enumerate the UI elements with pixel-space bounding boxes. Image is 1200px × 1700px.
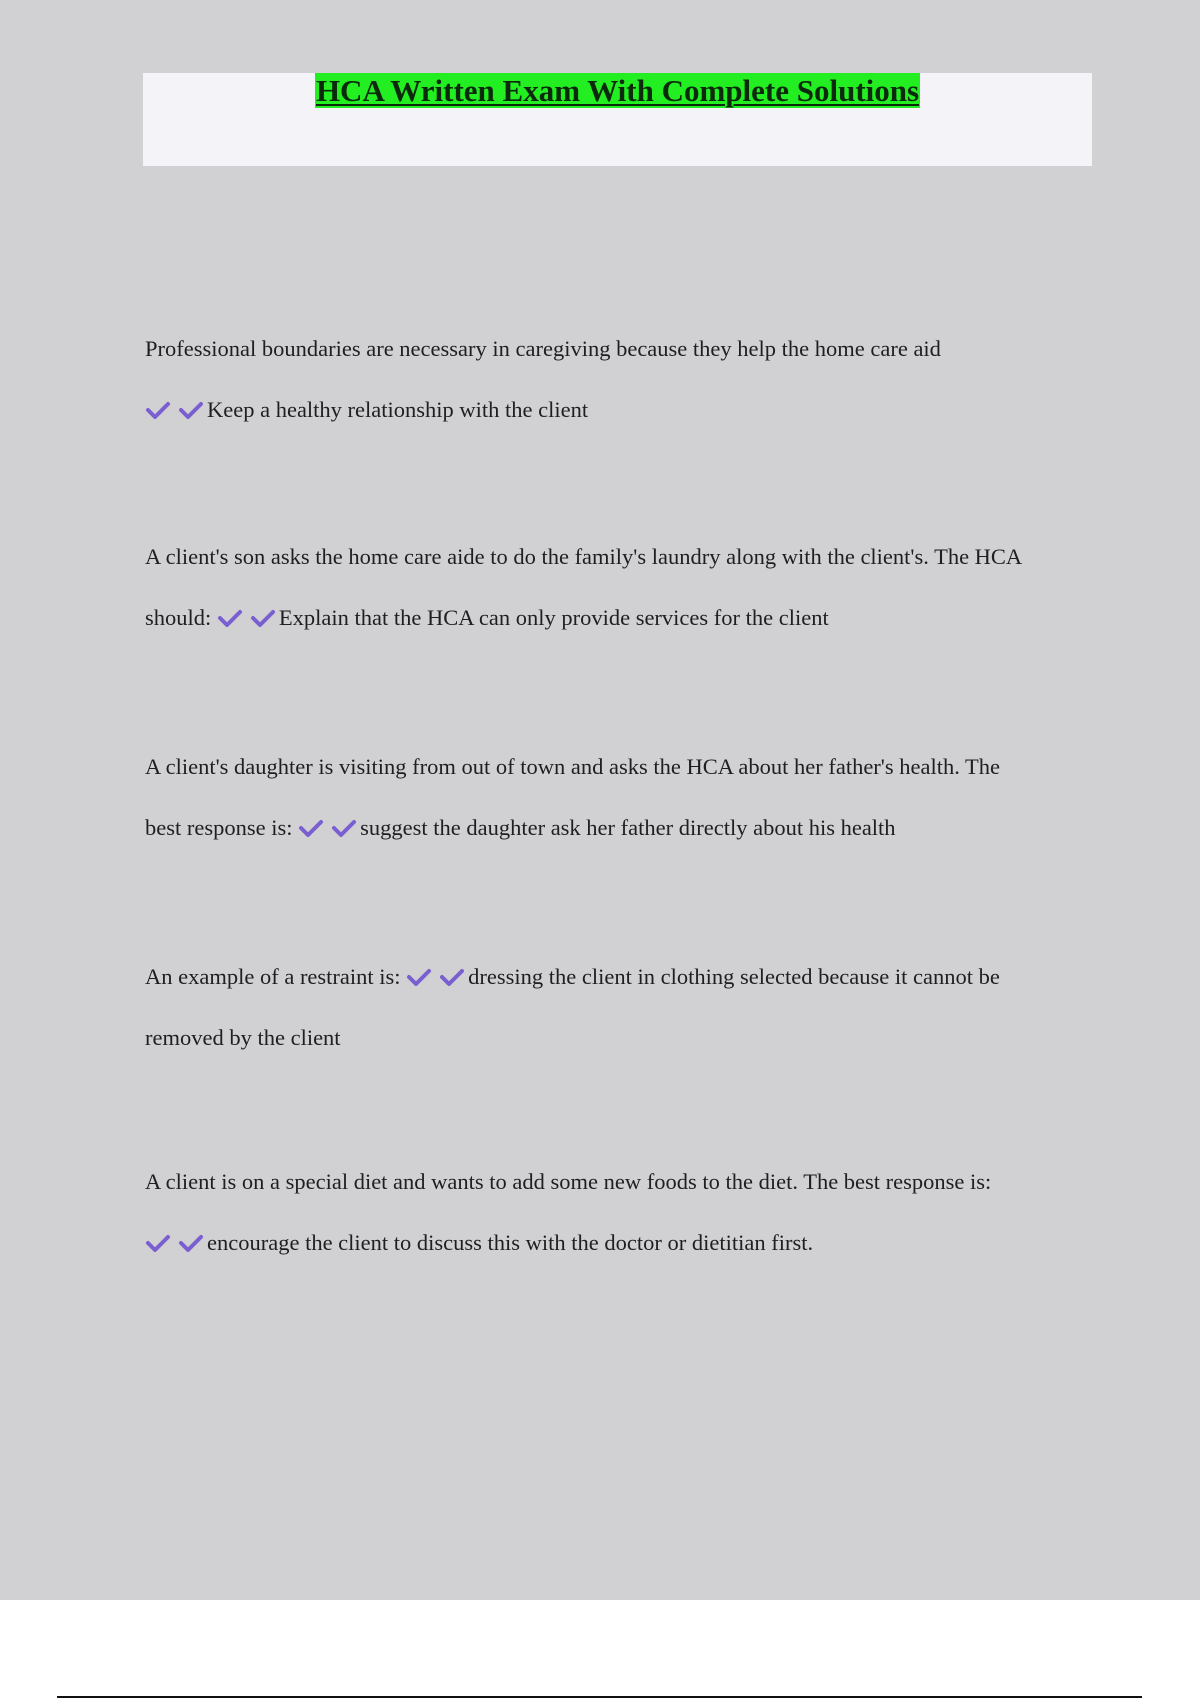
question-text-tail: best response is: [145, 815, 293, 840]
checkmark-icon [145, 399, 171, 421]
qa-item-1 [145, 334, 1095, 456]
qa-item-3 [145, 752, 1095, 874]
answer-text-continuation: removed by the client [145, 1025, 341, 1050]
checkmark-icon [250, 607, 276, 629]
checkmark-icon [298, 817, 324, 839]
answer-text: Keep a healthy relationship with the client [207, 397, 589, 422]
checkmark-icon [406, 966, 432, 988]
page-title-text: HCA Written Exam With Complete Solutions [315, 73, 920, 108]
checkmark-icon [331, 817, 357, 839]
checkmark-icon [217, 607, 243, 629]
answer-line [145, 962, 1095, 1023]
answer-text: suggest the daughter ask her father directly about his health [360, 815, 896, 840]
page-title [143, 73, 1092, 115]
checkmark-icon [178, 399, 204, 421]
qa-item-5 [145, 1167, 1095, 1289]
checkmark-icon [145, 1232, 171, 1254]
title-banner [143, 73, 1092, 166]
qa-item-4 [145, 962, 1095, 1084]
question-text: A client's son asks the home care aide to do the family's laundry along with the client's. The HCA [145, 544, 1023, 569]
question-text: A client is on a special diet and wants to add some new foods to the diet. The best response is: [145, 1169, 992, 1194]
checkmark-icon [439, 966, 465, 988]
answer-text: dressing the client in clothing selected because it cannot be [468, 964, 1000, 989]
answer-line [145, 395, 1095, 456]
qa-item-2 [145, 542, 1095, 664]
answer-text: Explain that the HCA can only provide services for the client [278, 605, 829, 630]
answer-line [145, 1228, 1095, 1289]
question-text: A client's daughter is visiting from out of town and asks the HCA about her father's health. The [145, 754, 1001, 779]
answer-text: encourage the client to discuss this with the doctor or dietitian first. [207, 1230, 814, 1255]
answer-line [145, 813, 1095, 874]
checkmark-icon [178, 1232, 204, 1254]
footer-divider [57, 1696, 1142, 1698]
question-text: Professional boundaries are necessary in caregiving because they help the home care aid [145, 336, 941, 361]
question-text: An example of a restraint is: [145, 964, 401, 989]
answer-line [145, 603, 1095, 664]
question-text-tail: should: [145, 605, 212, 630]
